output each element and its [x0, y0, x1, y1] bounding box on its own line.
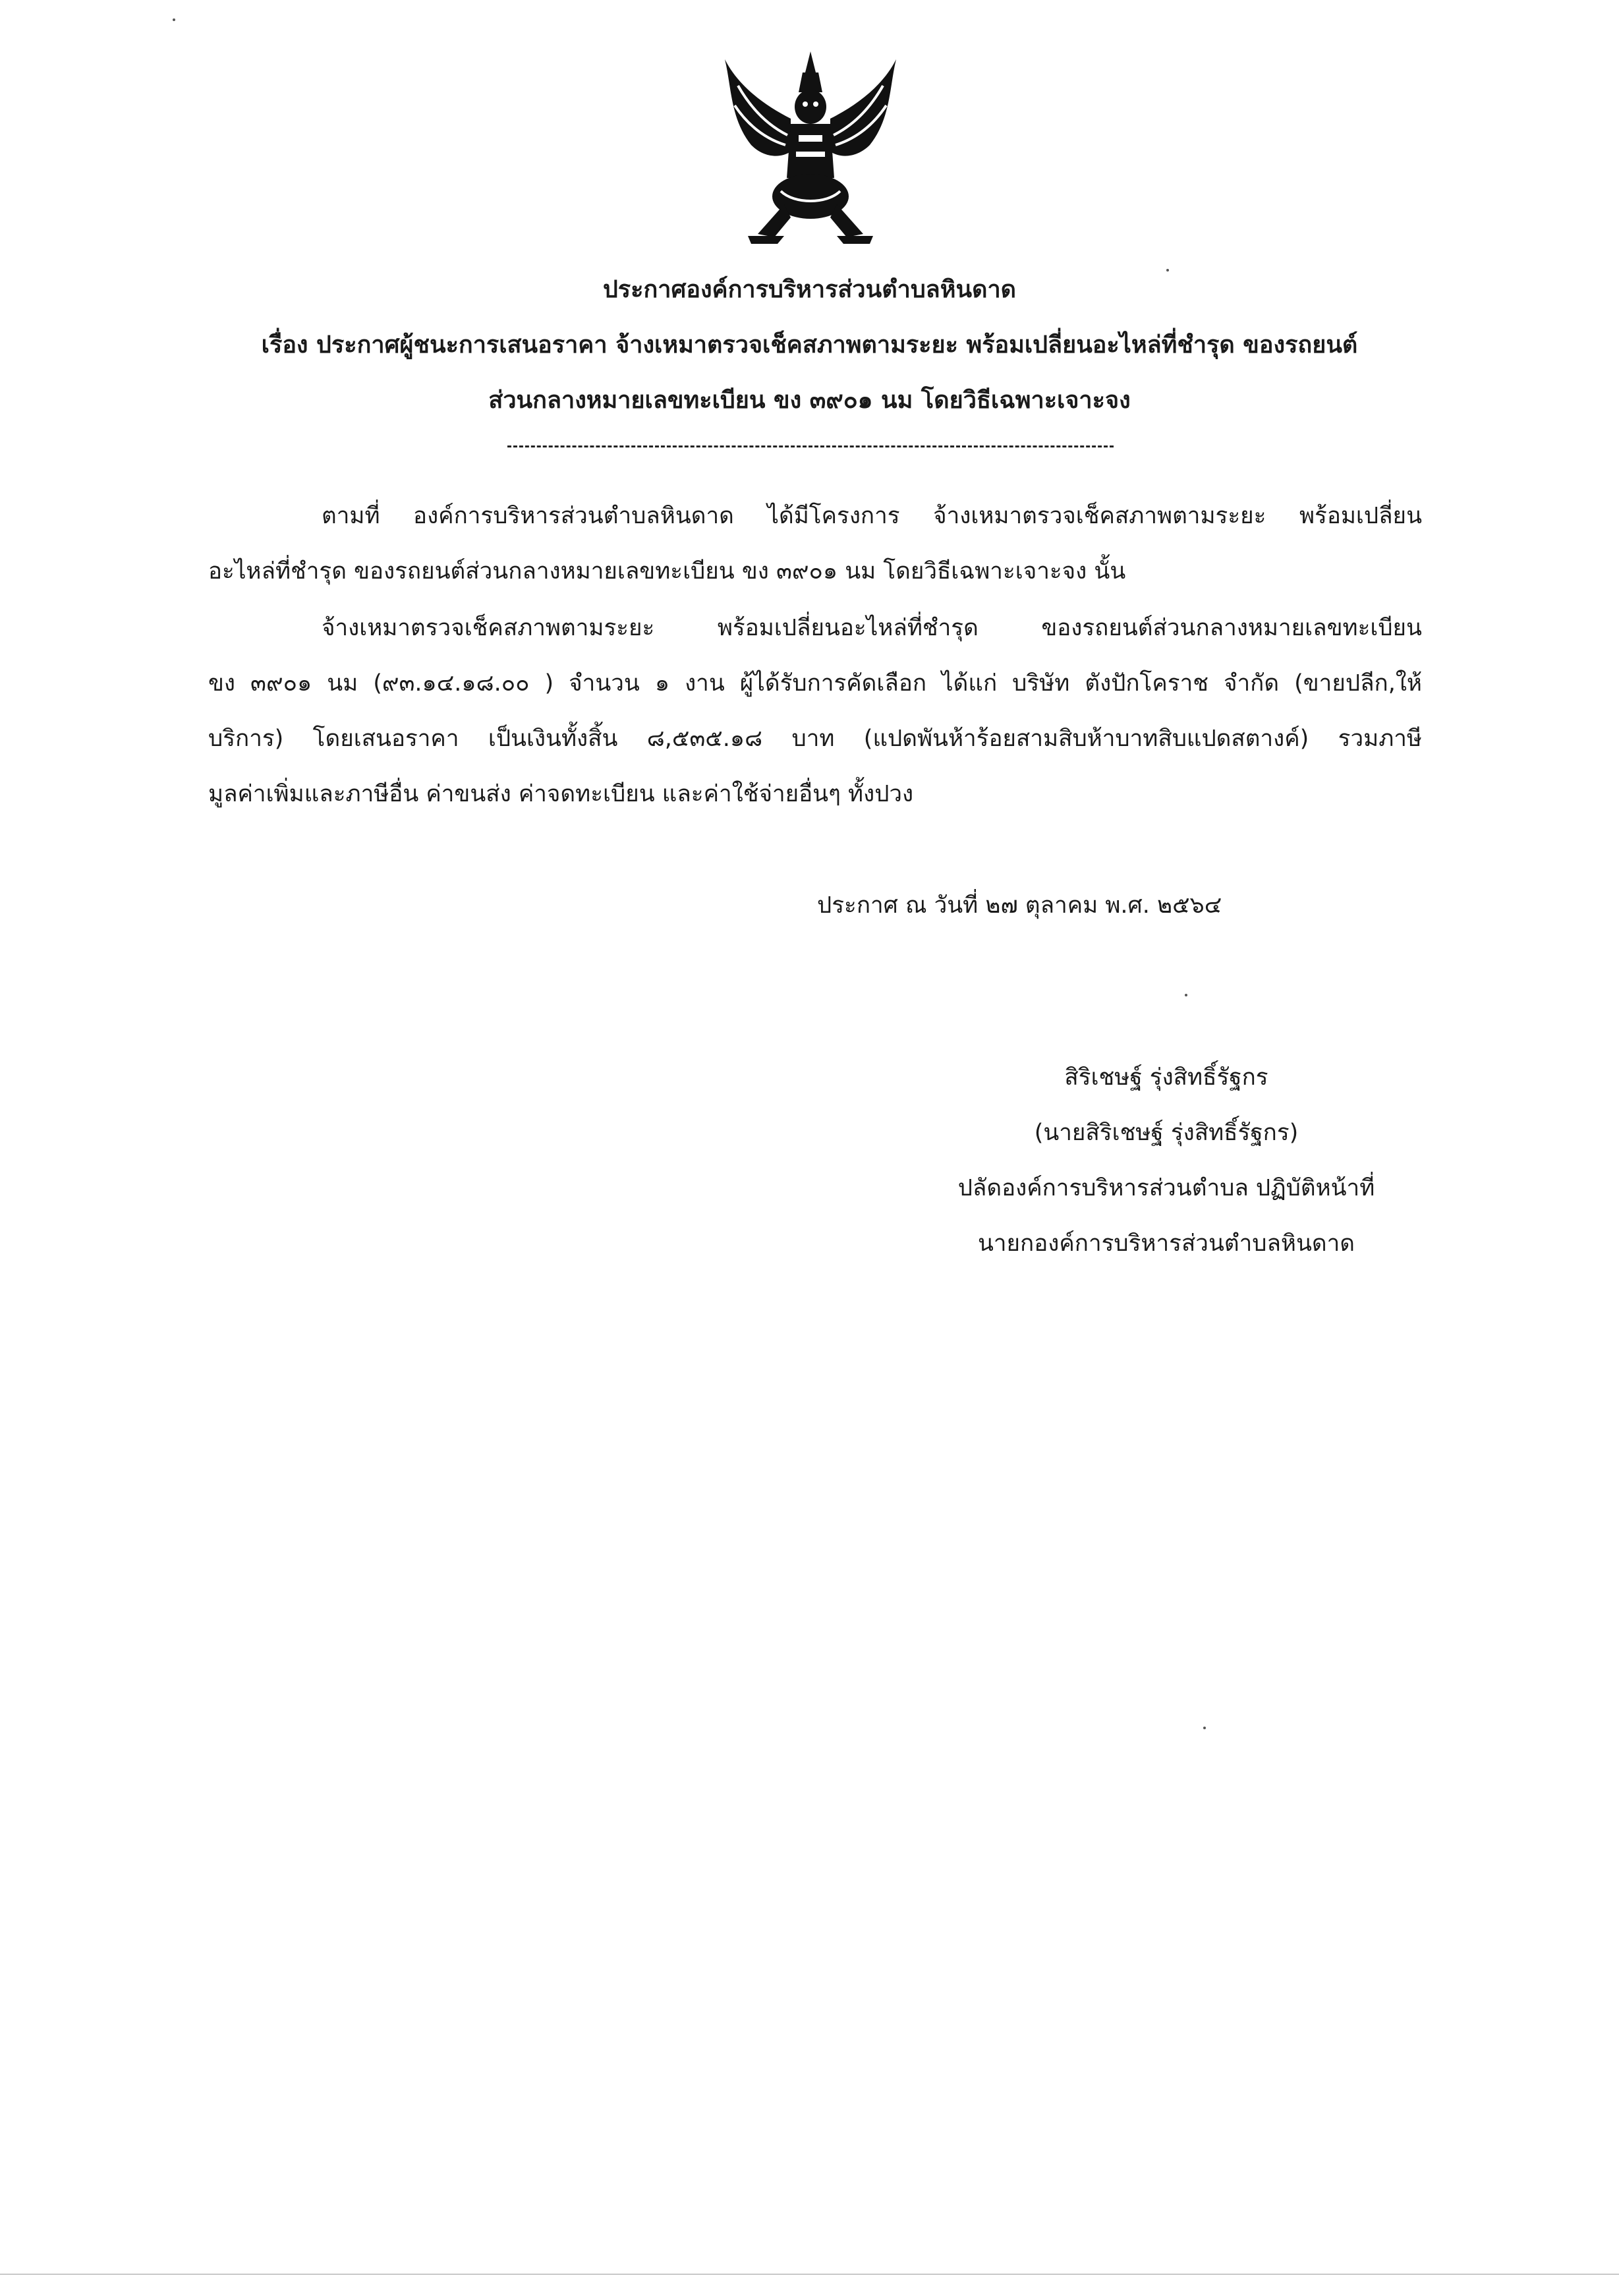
scan-bottom-edge: [0, 2274, 1619, 2275]
announcement-date: ประกาศ ณ วันที่ ๒๗ ตุลาคม พ.ศ. ๒๕๖๔: [817, 892, 1222, 919]
document-subject-line-1: เรื่อง ประกาศผู้ชนะการเสนอราคา จ้างเหมาตรวจเช็คสภาพตามระยะ พร้อมเปลี่ยนอะไหล่ที่ชำรุด ของรถยนต์: [261, 331, 1358, 359]
paragraph-1-line-2: อะไหล่ที่ชำรุด ของรถยนต์ส่วนกลางหมายเลขทะเบียน ขง ๓๙๐๑ นม โดยวิธีเฉพาะเจาะจง นั้น: [208, 558, 1126, 585]
paragraph-2-line-3: บริการ) โดยเสนอราคา เป็นเงินทั้งสิ้น ๘,๕๓๕.๑๘ บาท (แปดพันห้าร้อยสามสิบห้าบาทสิบแปดสตางค์) รวมภาษี: [208, 726, 1422, 752]
scan-speck: [1203, 1727, 1206, 1729]
paragraph-2-line-2: ขง ๓๙๐๑ นม (๙๓.๑๔.๑๘.๐๐ ) จำนวน ๑ งาน ผู้ได้รับการคัดเลือก ได้แก่ บริษัท ตังปักโคราช จำกัด (ขายปลีก,ให้: [208, 670, 1422, 697]
scan-speck: [1185, 994, 1187, 996]
garuda-emblem-icon: [712, 46, 909, 257]
paragraph-1-line-1: ตามที่ องค์การบริหารส่วนตำบลหินดาด ได้มีโครงการ จ้างเหมาตรวจเช็คสภาพตามระยะ พร้อมเปลี่ยน: [322, 503, 1422, 529]
signatory-position-line-1: ปลัดองค์การบริหารส่วนตำบล ปฏิบัติหน้าที่: [957, 1175, 1375, 1201]
scan-speck: [173, 18, 175, 21]
signature-name: สิริเชษฐ์ รุ่งสิทธิ์รัฐกร: [1064, 1064, 1268, 1091]
paragraph-2-line-4: มูลค่าเพิ่มและภาษีอื่น ค่าขนส่ง ค่าจดทะเบียน และค่าใช้จ่ายอื่นๆ ทั้งปวง: [208, 781, 914, 807]
paragraph-2-line-1: จ้างเหมาตรวจเช็คสภาพตามระยะ พร้อมเปลี่ยนอะไหล่ที่ชำรุด ของรถยนต์ส่วนกลางหมายเลขทะเบียน: [322, 615, 1422, 641]
dashed-divider: [507, 445, 1114, 447]
signatory-position-line-2: นายกองค์การบริหารส่วนตำบลหินดาด: [977, 1230, 1355, 1257]
document-title: ประกาศองค์การบริหารส่วนตำบลหินดาด: [602, 276, 1017, 303]
scan-speck: [1166, 269, 1169, 272]
signatory-printed-name: (นายสิริเชษฐ์ รุ่งสิทธิ์รัฐกร): [1034, 1120, 1299, 1146]
document-subject-line-2: ส่วนกลางหมายเลขทะเบียน ขง ๓๙๐๑ นม โดยวิธีเฉพาะเจาะจง: [488, 387, 1131, 414]
